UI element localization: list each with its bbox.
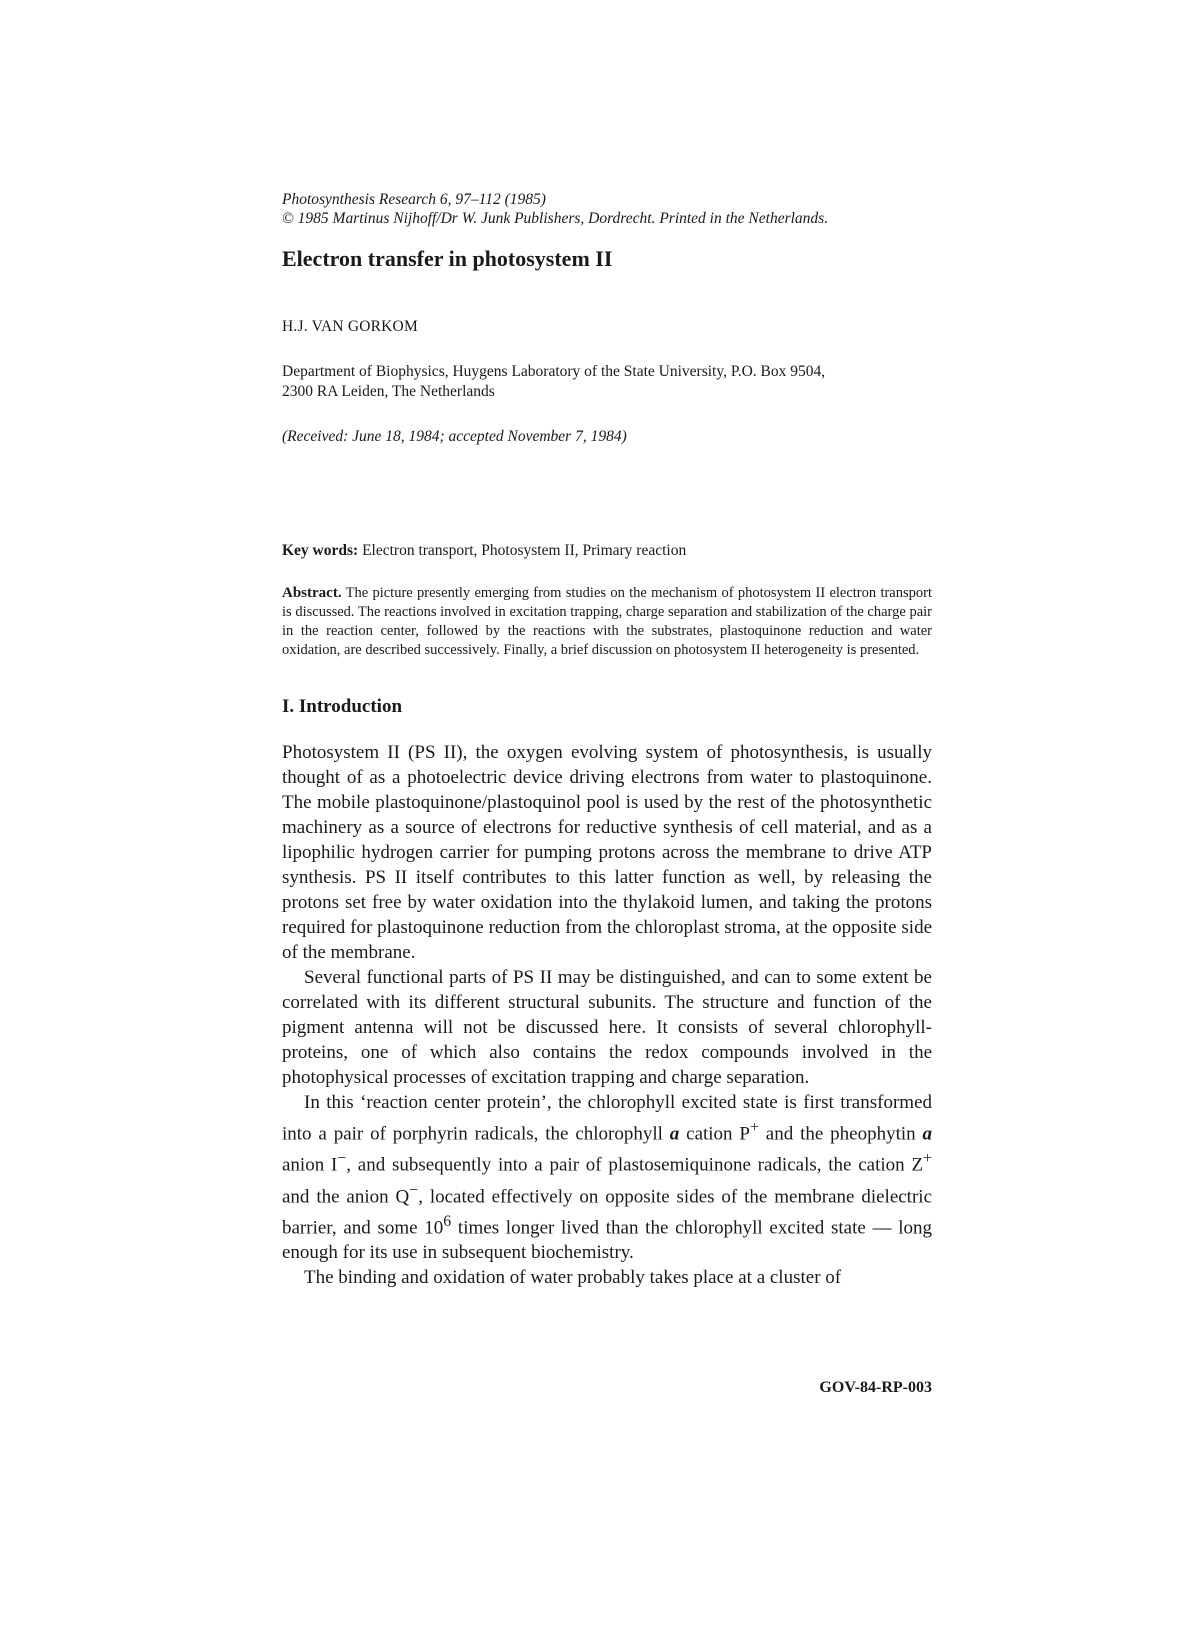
p3-sup-plus-2: + [923, 1150, 932, 1168]
p3-sup-minus-1: − [337, 1150, 347, 1168]
p3-text-2: cation P [679, 1123, 750, 1145]
p3-text-5: , and subsequently into a pair of plastosemiquinone radicals, the cation Z [346, 1154, 924, 1176]
document-code: GOV-84-RP-003 [819, 1379, 932, 1396]
p3-sup-exponent: 6 [443, 1212, 452, 1230]
keywords [282, 542, 932, 560]
p3-text-4: anion I [282, 1154, 338, 1176]
journal-copyright: © 1985 Martinus Nijhoff/Dr W. Junk Publishers, Dordrecht. Printed in the Netherlands. [282, 210, 829, 227]
article-title: Electron transfer in photosystem II [282, 246, 613, 271]
paragraph-3 [282, 1090, 932, 1265]
p3-text-6: and the anion Q [282, 1185, 410, 1207]
p3-italic-a-1: a [669, 1123, 680, 1145]
p3-italic-a-2: a [922, 1123, 932, 1145]
p3-text-3: and the pheophytin [758, 1123, 923, 1145]
abstract-label: Abstract. [282, 585, 342, 601]
p3-text-7: , located effectively on opposite sides of the membrane dielectric barrier, and some 10 [282, 1185, 932, 1239]
affiliation-line-1: Department of Biophysics, Huygens Laboratory of the State University, P.O. Box 9504, [282, 363, 826, 380]
abstract-text: The picture presently emerging from studies on the mechanism of photosystem II electron transport is discussed. The reactions involved in excitation trapping, charge separation and stabilization of the charge pair in the reaction center, followed by the reactions with the substrates, plastoquinone reduction and water oxidation, are described successively. Finally, a brief discussion on photosystem II heterogeneity is presented. [282, 585, 932, 658]
page [282, 190, 932, 1290]
abstract [282, 584, 932, 660]
keywords-text: Electron transport, Photosystem II, Primary reaction [362, 542, 687, 559]
received-dates: (Received: June 18, 1984; accepted November 7, 1984) [282, 428, 627, 445]
p3-text-8: times longer lived than the chlorophyll excited state — long enough for its use in subsequent biochemistry. [282, 1217, 933, 1264]
author-name: H.J. VAN GORKOM [282, 318, 418, 335]
journal-citation: Photosynthesis Research 6, 97–112 (1985) [282, 191, 546, 208]
p3-sup-minus-2: − [409, 1181, 419, 1199]
keywords-label: Key words: [282, 542, 359, 559]
p3-text-1: In this ‘reaction center protein’, the chlorophyll excited state is first transformed into a pair of porphyrin radicals, the chlorophyll [282, 1092, 932, 1145]
paragraph-2: Several functional parts of PS II may be distinguished, and can to some extent be correlated with its different structural subunits. The structure and function of the pigment antenna will not be discussed here. It consists of several chlorophyll-proteins, one of which also contains the redox compounds involved in the photophysical processes of excitation trapping and charge separation. [282, 967, 932, 1088]
section-heading: I. Introduction [282, 696, 403, 717]
p3-sup-plus-1: + [749, 1119, 759, 1136]
author-affiliation [282, 362, 932, 402]
body-text [282, 740, 932, 1290]
paragraph-4: The binding and oxidation of water probably takes place at a cluster of [304, 1267, 842, 1289]
affiliation-line-2: 2300 RA Leiden, The Netherlands [282, 383, 495, 400]
paragraph-1: Photosystem II (PS II), the oxygen evolving system of photosynthesis, is usually thought of as a photoelectric device driving electrons from water to plastoquinone. The mobile plastoquinone/plastoquinol pool is used by the rest of the photosynthetic machinery as a source of electrons for reductive synthesis of cell material, and as a lipophilic hydrogen carrier for pumping protons across the membrane to drive ATP synthesis. PS II itself contributes to this latter function as well, by releasing the protons set free by water oxidation into the thylakoid lumen, and taking the protons required for plastoquinone reduction from the chloroplast stroma, at the opposite side of the membrane. [282, 742, 932, 963]
